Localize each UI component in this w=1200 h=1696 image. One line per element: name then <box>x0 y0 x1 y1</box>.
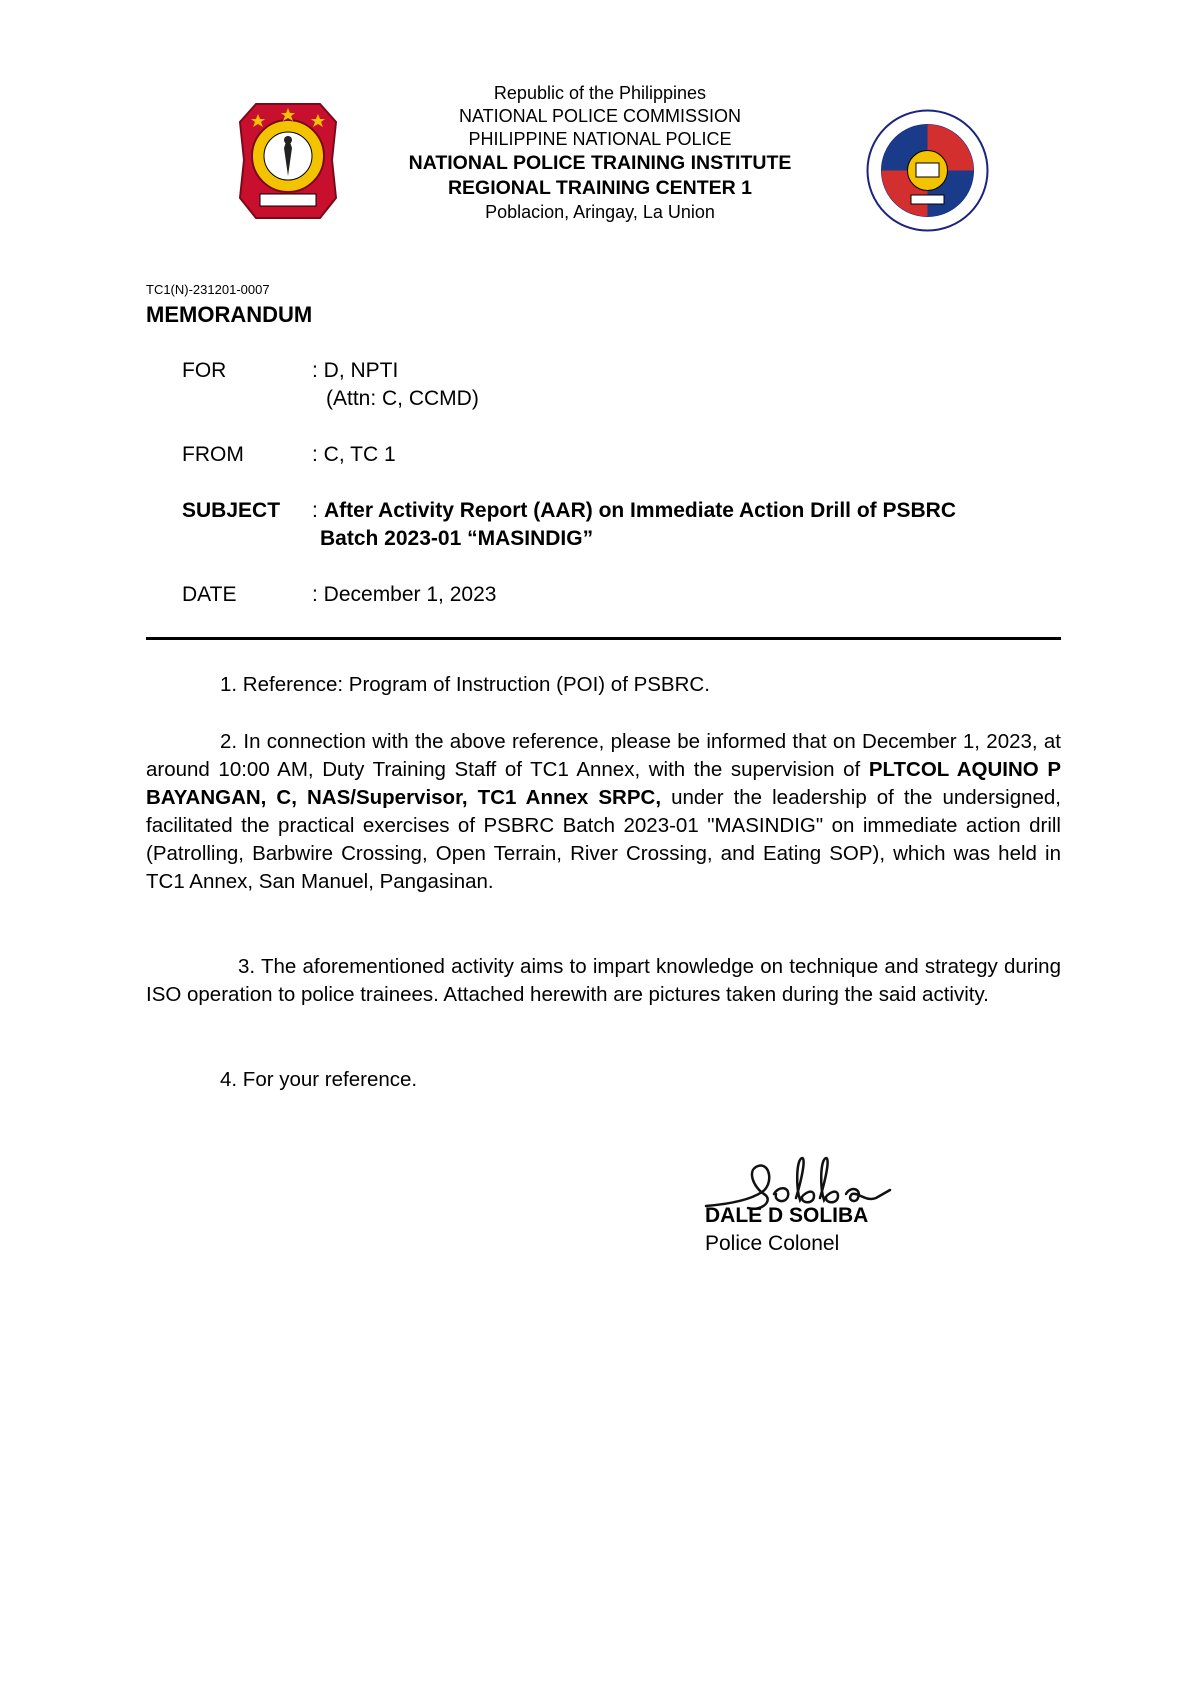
subject-line-2: Batch 2023-01 “MASINDIG” <box>320 527 594 550</box>
paragraph-2 <box>146 728 1061 896</box>
date-label: DATE <box>182 583 237 606</box>
paragraph-1-text: 1. Reference: Program of Instruction (POI) of PSBRC. <box>220 673 710 696</box>
letterhead <box>300 82 900 224</box>
for-value: : D, NPTI <box>312 359 399 382</box>
header-line-rtc: REGIONAL TRAINING CENTER 1 <box>447 177 753 199</box>
header-line-napolcom: NATIONAL POLICE COMMISSION <box>458 106 742 126</box>
paragraph-3 <box>146 953 1061 1009</box>
reference-number: TC1(N)-231201-0007 <box>146 282 270 297</box>
date-value: : December 1, 2023 <box>312 583 497 606</box>
for-label: FOR <box>182 359 227 382</box>
signer-name: DALE D SOLIBA <box>705 1204 869 1227</box>
paragraph-2-start: 2. In connection with the above reference, please be informed that on December 1, 2023, at around 10:00 AM, Duty Training Staff of TC1 Annex, with the supervision of <box>146 730 1061 781</box>
from-label: FROM <box>182 443 244 466</box>
subject-colon: : <box>312 499 318 522</box>
paragraph-2-supervisor: PLTCOL AQUINO P BAYANGAN, C, NAS/Supervisor, TC1 Annex SRPC, <box>146 758 1062 809</box>
paragraph-2-end: under the leadership of the undersigned, facilitated the practical exercises of PSBRC Batch 2023-01 "MASINDIG" on immediate action drill (Patrolling, Barbwire Crossing, Open Terrain, River Crossing, and Eating SOP), which was held in TC1 Annex, San Manuel, Pangasinan. <box>146 786 1062 893</box>
header-line-address: Poblacion, Aringay, La Union <box>485 202 715 222</box>
memo-title: MEMORANDUM <box>146 302 313 327</box>
paragraph-4 <box>146 1066 1061 1094</box>
signer-rank: Police Colonel <box>705 1232 840 1255</box>
paragraph-1 <box>146 671 1061 699</box>
paragraph-3-text: 3. The aforementioned activity aims to impart knowledge on technique and strategy during ISO operation to police trainees. Attached herewith are pictures taken during the said activity. <box>146 955 1061 1006</box>
header-line-republic: Republic of the Philippines <box>493 83 707 103</box>
header-divider <box>146 637 1061 640</box>
from-value: : C, TC 1 <box>312 443 396 466</box>
subject-label: SUBJECT <box>182 499 281 522</box>
paragraph-4-text: 4. For your reference. <box>220 1068 418 1091</box>
header-line-npti: NATIONAL POLICE TRAINING INSTITUTE <box>408 152 792 174</box>
subject-line-1: After Activity Report (AAR) on Immediate Action Drill of PSBRC <box>324 499 956 522</box>
header-line-pnp: PHILIPPINE NATIONAL POLICE <box>468 129 732 149</box>
for-attn: (Attn: C, CCMD) <box>326 387 479 410</box>
